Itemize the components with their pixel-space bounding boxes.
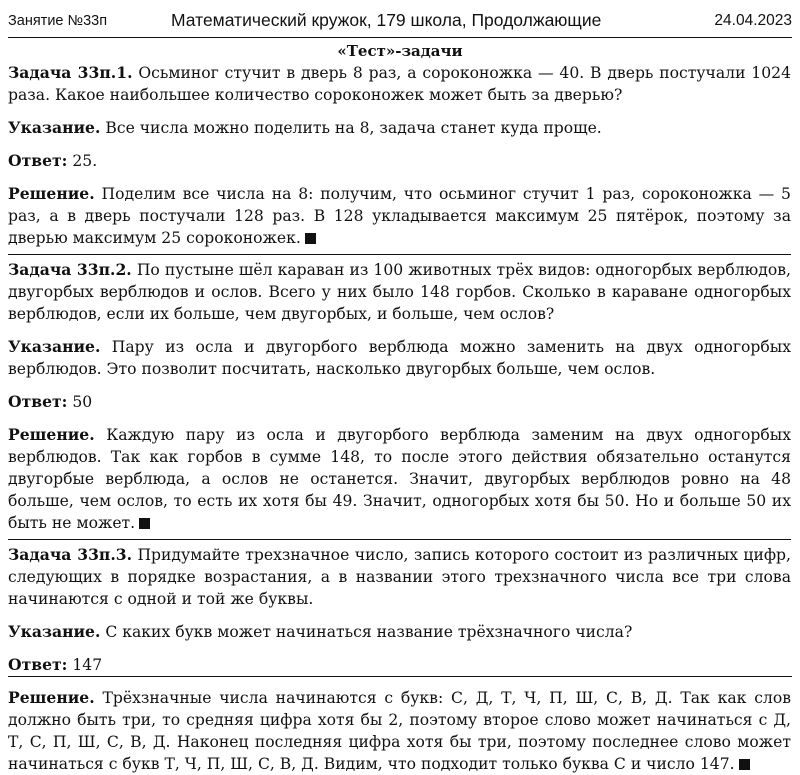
qed-icon [139, 518, 150, 529]
page-header [8, 10, 792, 34]
answer-text: 25. [72, 152, 98, 170]
problem-label: Задача 33п.1. [8, 63, 133, 82]
problem-2 [8, 259, 791, 534]
problem-text: Осьминог стучит в дверь 8 раз, а сороконожка — 40. В дверь постучали 1024 раза. Какое наибольшее количество сороконожек может быть за дверью? [8, 64, 791, 104]
answer-label: Ответ: [8, 392, 68, 411]
solution-label: Решение. [8, 425, 95, 444]
solution-label: Решение. [8, 688, 95, 707]
problem-text: По пустыне шёл караван из 100 животных трёх видов: одногорбых верблюдов, двугорбых верблюдов и ослов. Всего у них было 148 горбов. Сколько в караване одногорбых верблюдов, если их больше, чем двугорбых, и больше, чем ослов? [8, 261, 791, 323]
hint-label: Указание. [8, 622, 101, 641]
problem-label: Задача 33п.3. [8, 545, 133, 564]
hint-label: Указание. [8, 118, 101, 137]
problem-separator [8, 539, 791, 540]
lesson-date: 24.04.2023 [714, 12, 792, 29]
solution [8, 424, 791, 534]
hint-label: Указание. [8, 337, 101, 356]
problem-label: Задача 33п.2. [8, 260, 132, 279]
answer [8, 654, 791, 676]
hint-text: Все числа можно поделить на 8, задача станет куда проще. [105, 119, 602, 137]
solution-text: Каждую пару из осла и двугорбого верблюда заменим на двух одногорбых верблюдов. Так как горбов в сумме 148, то после этого действия обязательно останутся двугорбые верблюда, а ослов не останется. Значит, двугорбых верблюдов ровно на 48 больше, чем ослов, то есть их хотя бы 49. Значит, одногорбых хотя бы 50. Но и больше 50 их быть не может. [8, 426, 791, 532]
header-rule [8, 37, 792, 38]
qed-icon [305, 233, 316, 244]
answer [8, 391, 791, 413]
answer-text: 147 [72, 656, 103, 674]
qed-icon [739, 759, 750, 770]
answer [8, 150, 791, 172]
problem-statement [8, 544, 791, 610]
lesson-number: Занятие №33п [8, 13, 108, 29]
answer-label: Ответ: [8, 655, 68, 674]
answer-label: Ответ: [8, 151, 68, 170]
problems-list [8, 62, 791, 775]
solution [8, 687, 791, 775]
solution [8, 183, 791, 249]
bottom-rule [8, 676, 792, 677]
hint [8, 336, 791, 380]
hint-text: Пару из осла и двугорбого верблюда можно заменить на двух одногорбых верблюдов. Это позволит посчитать, насколько двугорбых больше, чем ослов. [8, 338, 791, 378]
hint-text: С каких букв может начинаться название трёхзначного числа? [105, 623, 633, 641]
answer-text: 50 [72, 393, 93, 411]
problem-statement [8, 62, 791, 106]
section-title: «Тест»-задачи [337, 42, 463, 60]
solution-label: Решение. [8, 184, 95, 203]
solution-text: Поделим все числа на 8: получим, что осьминог стучит 1 раз, сороконожка — 5 раз, а в дверь постучали 128 раз. В 128 укладывается максимум 25 пятёрок, поэтому за дверью максимум 25 сороконожек. [8, 185, 791, 247]
course-title: Математический кружок, 179 школа, Продолжающие [171, 10, 602, 30]
problem-separator [8, 254, 791, 255]
problem-3 [8, 544, 791, 775]
hint [8, 117, 791, 139]
solution-text: Трёхзначные числа начинаются с букв: С, Д, Т, Ч, П, Ш, С, В, Д. Так как слов должно быть три, то средняя цифра хотя бы 2, поэтому второе слово может начинаться с Д, Т, С, П, Ш, С, В, Д. Наконец последняя цифра хотя бы три, поэтому последнее слово может начинаться с букв Т, Ч, П, Ш, С, В, Д. Видим, что подходит только буква С и число 147. [8, 689, 791, 773]
hint [8, 621, 791, 643]
problem-text: Придумайте трехзначное число, запись которого состоит из различных цифр, следующих в порядке возрастания, а в названии этого трехзначного числа все три слова начинаются с одной и той же буквы. [8, 546, 791, 608]
problem-statement [8, 259, 791, 325]
problem-1 [8, 62, 791, 249]
